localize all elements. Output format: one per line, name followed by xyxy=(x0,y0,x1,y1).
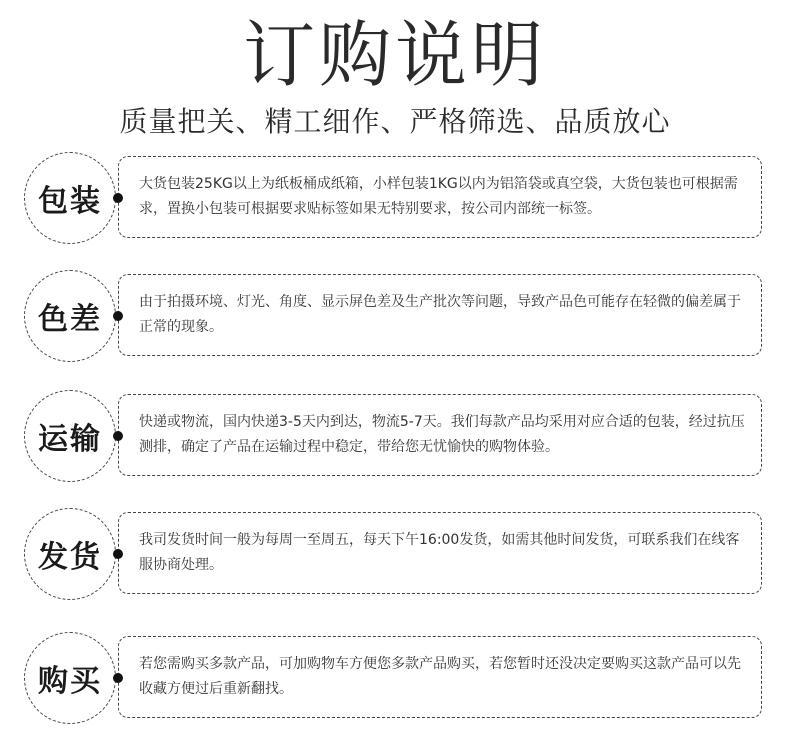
info-row-dispatch xyxy=(0,508,790,600)
section-description: 我司发货时间一般为每周一至周五，每天下午16:00发货，如需其他时间发货，可联系我们在线客服协商处理。 xyxy=(139,532,740,573)
info-row-packaging xyxy=(0,152,790,244)
section-badge xyxy=(24,508,116,600)
connector-dot-icon xyxy=(113,311,123,321)
section-description-box xyxy=(118,156,762,238)
connector-dot-icon xyxy=(113,549,123,559)
page-subtitle: 质量把关、精工细作、严格筛选、品质放心 xyxy=(119,105,671,138)
section-description: 快递或物流，国内快递3-5天内到达，物流5-7天。我们每款产品均采用对应合适的包装，经过抗压测排，确定了产品在运输过程中稳定，带给您无忧愉快的购物体验。 xyxy=(139,414,745,455)
section-description-box xyxy=(118,636,762,718)
section-description: 由于拍摄环境、灯光、角度、显示屏色差及生产批次等问题，导致产品色可能存在轻微的偏差属于正常的现象。 xyxy=(139,294,741,335)
page-title: 订购说明 xyxy=(242,13,547,97)
connector-dot-icon xyxy=(113,193,123,203)
info-row-color-difference xyxy=(0,270,790,362)
section-label: 发货 xyxy=(38,540,102,575)
section-label: 购买 xyxy=(38,664,102,699)
section-description: 大货包装25KG以上为纸板桶成纸箱，小样包装1KG以内为铝箔袋或真空袋，大货包装也可根据需求，置换小包装可根据要求贴标签如果无特别要求，按公司内部统一标签。 xyxy=(139,176,738,217)
section-description-box xyxy=(118,394,762,476)
info-row-shipping xyxy=(0,390,790,482)
section-description-box xyxy=(118,274,762,356)
section-badge xyxy=(24,270,116,362)
connector-dot-icon xyxy=(113,673,123,683)
connector-dot-icon xyxy=(113,431,123,441)
section-description: 若您需购买多款产品，可加购物车方便您多款产品购买，若您暂时还没决定要购买这款产品可以先收藏方便过后重新翻找。 xyxy=(139,656,741,697)
section-label: 色差 xyxy=(38,302,102,337)
section-description-box xyxy=(118,512,762,594)
info-row-purchase xyxy=(0,632,790,724)
section-badge xyxy=(24,152,116,244)
section-label: 包装 xyxy=(38,184,102,219)
section-badge xyxy=(24,390,116,482)
section-label: 运输 xyxy=(38,422,102,457)
section-badge xyxy=(24,632,116,724)
